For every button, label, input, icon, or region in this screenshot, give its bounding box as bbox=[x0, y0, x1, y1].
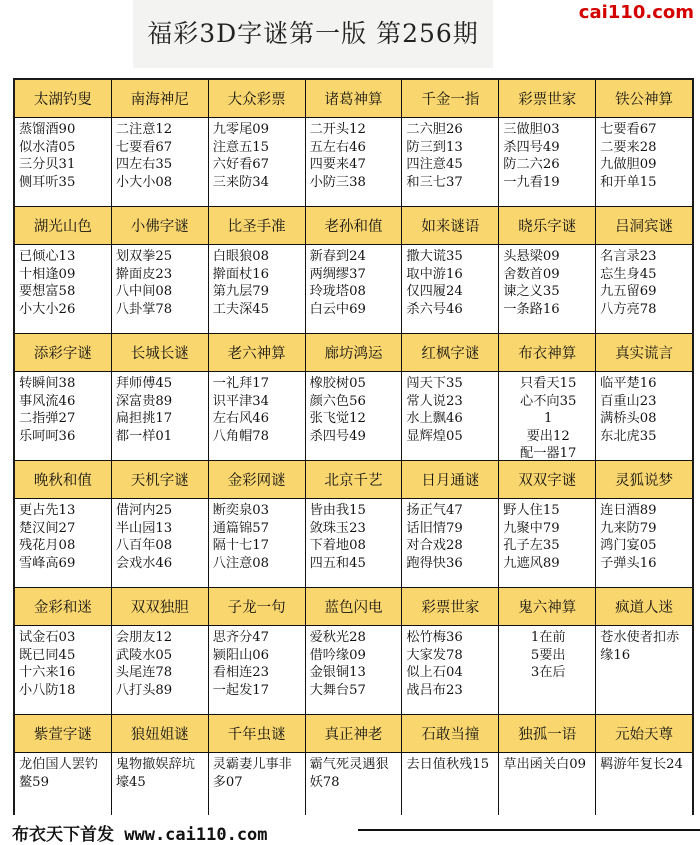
riddle-line: 隔十七17 bbox=[212, 538, 270, 553]
riddle-line: 一起发17 bbox=[212, 682, 270, 698]
riddle-line: 下着地08 bbox=[309, 538, 366, 553]
riddle-line: 仅四履24 bbox=[406, 284, 463, 299]
riddle-line: 灵霸妻儿事非多07 bbox=[212, 757, 292, 790]
riddle-line: 八角帽78 bbox=[212, 428, 270, 444]
riddle-line: 七要看67 bbox=[115, 139, 173, 155]
riddle-cell bbox=[402, 499, 498, 587]
riddle-line: 既已同45 bbox=[19, 647, 76, 663]
riddle-cell bbox=[402, 118, 498, 206]
riddle-line: 八百年08 bbox=[115, 538, 173, 553]
riddle-line: 已倾心13 bbox=[19, 249, 76, 264]
riddle-cell bbox=[596, 372, 692, 460]
riddle-line: 金银铜13 bbox=[309, 665, 366, 680]
riddle-cell bbox=[112, 372, 208, 460]
riddle-line: 霸气死灵遇狠妖78 bbox=[309, 757, 389, 790]
riddle-cell bbox=[112, 499, 208, 587]
riddle-line: 张飞觉12 bbox=[309, 411, 366, 426]
riddle-line: 满桥头08 bbox=[600, 411, 657, 426]
riddle-line: 战吕布23 bbox=[406, 682, 463, 698]
riddle-cell bbox=[209, 118, 305, 206]
riddle-cell bbox=[15, 626, 111, 714]
riddle-line: 玲珑塔08 bbox=[309, 284, 366, 299]
riddle-line: 松竹梅36 bbox=[406, 630, 463, 645]
riddle-line: 八卦掌78 bbox=[115, 301, 173, 317]
riddle-line: 新春到24 bbox=[309, 249, 366, 264]
column-header: 南海神尼 bbox=[112, 80, 208, 117]
riddle-line: 似上石04 bbox=[406, 665, 463, 680]
riddle-line: 心不向35 bbox=[520, 393, 577, 409]
riddle-line: 拜师傅45 bbox=[115, 376, 173, 391]
riddle-line: 事风流46 bbox=[19, 393, 76, 409]
riddle-line: 八打头89 bbox=[115, 682, 173, 698]
riddle-cell bbox=[209, 499, 305, 587]
riddle-line: 侧耳听35 bbox=[19, 174, 76, 190]
riddle-line: 工夫深45 bbox=[212, 301, 270, 317]
riddle-line: 小防三38 bbox=[309, 174, 366, 190]
riddle-line: 草出函关白09 bbox=[503, 757, 586, 772]
riddle-line: 楚汉间27 bbox=[19, 520, 76, 536]
riddle-line: 看相连23 bbox=[212, 665, 270, 680]
riddle-line: 临平楚16 bbox=[600, 376, 657, 391]
riddle-line: 扬正气47 bbox=[406, 503, 463, 518]
riddle-line: 武陵水05 bbox=[115, 647, 173, 663]
riddle-cell bbox=[306, 118, 402, 206]
site-watermark[interactable]: cai110.com bbox=[578, 2, 694, 23]
column-header: 天机字谜 bbox=[112, 461, 208, 498]
riddle-line: 百重山23 bbox=[600, 393, 657, 409]
riddle-line: 名言录23 bbox=[600, 249, 657, 264]
riddle-line: 残花月08 bbox=[19, 538, 76, 553]
riddle-cell bbox=[499, 499, 595, 587]
column-header: 日月通谜 bbox=[402, 461, 498, 498]
riddle-line: 识平津34 bbox=[212, 393, 270, 409]
column-header: 元始天尊 bbox=[596, 715, 692, 752]
riddle-line: 四左右35 bbox=[115, 157, 173, 172]
riddle-cell bbox=[112, 626, 208, 714]
riddle-line: 九来防79 bbox=[600, 520, 657, 536]
riddle-line: 五左右46 bbox=[309, 139, 366, 155]
riddle-line: 六好看67 bbox=[212, 157, 270, 172]
riddle-line: 水上飘46 bbox=[406, 411, 463, 426]
riddle-line: 取中游16 bbox=[406, 266, 463, 282]
riddle-line: 三做胆03 bbox=[503, 122, 560, 137]
riddle-line: 对合戏28 bbox=[406, 538, 463, 553]
riddle-line: 只看天15 bbox=[520, 376, 577, 391]
riddle-line: 白云中69 bbox=[309, 301, 366, 317]
column-header: 千金一指 bbox=[402, 80, 498, 117]
riddle-line: 闯天下35 bbox=[406, 376, 463, 391]
riddle-line: 九聚中79 bbox=[503, 520, 560, 536]
riddle-line: 深富贵89 bbox=[115, 393, 173, 409]
riddle-line: 要想富58 bbox=[19, 284, 76, 299]
column-header: 太湖钓叟 bbox=[15, 80, 111, 117]
column-header: 小佛字谜 bbox=[112, 207, 208, 244]
riddle-line: 大舞台57 bbox=[309, 682, 366, 698]
riddle-line: 会戏水46 bbox=[115, 555, 173, 571]
riddle-cell bbox=[306, 245, 402, 333]
column-header: 彩票世家 bbox=[499, 80, 595, 117]
column-header: 双双独胆 bbox=[112, 588, 208, 625]
column-header: 石敢当撞 bbox=[402, 715, 498, 752]
column-header: 鬼六神算 bbox=[499, 588, 595, 625]
riddle-cell bbox=[499, 245, 595, 333]
riddle-cell bbox=[402, 372, 498, 460]
riddle-line: 八注意08 bbox=[212, 555, 270, 571]
column-header: 长城长谜 bbox=[112, 334, 208, 371]
column-header: 如来谜语 bbox=[402, 207, 498, 244]
riddle-cell bbox=[499, 372, 595, 460]
riddle-line: 二注意12 bbox=[115, 122, 173, 137]
riddle-line: 小八防18 bbox=[19, 682, 76, 698]
column-header: 北京千艺 bbox=[306, 461, 402, 498]
riddle-line: 七要看67 bbox=[600, 122, 657, 137]
riddle-line: 思齐分47 bbox=[212, 630, 270, 645]
column-header: 添彩字谜 bbox=[15, 334, 111, 371]
riddle-line: 两绸缪37 bbox=[309, 266, 366, 282]
riddle-line: 试金石03 bbox=[19, 630, 76, 645]
riddle-line: 东北虎35 bbox=[600, 428, 657, 444]
riddle-line: 扁担挑17 bbox=[115, 411, 173, 426]
riddle-line: 二指弹27 bbox=[19, 411, 76, 426]
riddle-line: 显辉煌05 bbox=[406, 428, 463, 444]
riddle-line: 转瞬间38 bbox=[19, 376, 76, 391]
riddle-cell bbox=[596, 626, 692, 714]
riddle-line: 更占先13 bbox=[19, 503, 76, 518]
riddle-line: 爱秋光28 bbox=[309, 630, 366, 645]
riddle-line: 杀四号49 bbox=[309, 428, 366, 444]
riddle-line: 皆由我15 bbox=[309, 503, 366, 518]
riddle-cell bbox=[306, 499, 402, 587]
riddle-line: 撒大谎35 bbox=[406, 249, 463, 264]
riddle-cell bbox=[306, 626, 402, 714]
column-header: 疯道人迷 bbox=[596, 588, 692, 625]
column-header: 子龙一句 bbox=[209, 588, 305, 625]
riddle-line: 杀四号49 bbox=[503, 139, 560, 155]
column-header: 紫萱字谜 bbox=[15, 715, 111, 752]
riddle-cell bbox=[499, 626, 595, 714]
riddle-line: 野人住15 bbox=[503, 503, 560, 518]
riddle-line: 四要来47 bbox=[309, 157, 366, 172]
riddle-line: 第九层79 bbox=[212, 284, 270, 299]
riddle-line: 都一样01 bbox=[115, 428, 173, 444]
riddle-line: 5要出 bbox=[530, 647, 566, 663]
riddle-line: 半山园13 bbox=[115, 520, 173, 536]
riddle-line: 断奕泉03 bbox=[212, 503, 270, 518]
riddle-line: 颍阳山06 bbox=[212, 647, 270, 663]
riddle-line: 九做胆09 bbox=[600, 157, 657, 172]
riddle-line: 注意五15 bbox=[212, 139, 270, 155]
riddle-line: 一条路16 bbox=[503, 301, 560, 317]
riddle-line: 四五和45 bbox=[309, 555, 366, 571]
riddle-line: 十六来16 bbox=[19, 665, 76, 680]
riddle-cell bbox=[499, 118, 595, 206]
column-header: 吕洞宾谜 bbox=[596, 207, 692, 244]
riddle-line: 二要来28 bbox=[600, 139, 657, 155]
riddle-line: 左右风46 bbox=[212, 411, 270, 426]
riddle-table bbox=[13, 78, 694, 815]
riddle-line: 头尾连78 bbox=[115, 665, 173, 680]
riddle-line: 谏之义35 bbox=[503, 284, 560, 299]
riddle-line: 八方亮78 bbox=[600, 301, 657, 317]
page-title: 福彩3D字谜第一版 第256期 bbox=[147, 19, 479, 48]
column-header: 真正神老 bbox=[306, 715, 402, 752]
riddle-line: 防二六26 bbox=[503, 157, 560, 172]
riddle-line: 三来防34 bbox=[212, 174, 270, 190]
riddle-cell bbox=[596, 118, 692, 206]
riddle-line: 3在后 bbox=[530, 665, 566, 680]
column-header: 双双字谜 bbox=[499, 461, 595, 498]
riddle-line: 八中间08 bbox=[115, 284, 173, 299]
riddle-line: 擀面杖16 bbox=[212, 266, 270, 282]
riddle-line: 杀六号46 bbox=[406, 301, 463, 317]
column-header: 比圣手准 bbox=[209, 207, 305, 244]
riddle-line: 大家发78 bbox=[406, 647, 463, 663]
riddle-line: 忘生身45 bbox=[600, 266, 657, 282]
riddle-line: 1 bbox=[544, 411, 553, 426]
column-header: 蓝色闪电 bbox=[306, 588, 402, 625]
riddle-line: 鬼物撤娱辞坑壕45 bbox=[115, 757, 195, 790]
riddle-cell bbox=[402, 626, 498, 714]
riddle-line: 白眼狼08 bbox=[212, 249, 270, 264]
riddle-line: 小大小08 bbox=[115, 174, 173, 190]
riddle-line: 小大小26 bbox=[19, 301, 76, 317]
column-header: 晚秋和值 bbox=[15, 461, 111, 498]
footer-rule bbox=[358, 829, 700, 831]
riddle-line: 划双拳25 bbox=[115, 249, 173, 264]
column-header: 铁公神算 bbox=[596, 80, 692, 117]
riddle-cell bbox=[15, 118, 111, 206]
riddle-cell bbox=[112, 118, 208, 206]
column-header: 真实谎言 bbox=[596, 334, 692, 371]
column-header: 布衣神算 bbox=[499, 334, 595, 371]
riddle-line: 和三七37 bbox=[406, 174, 463, 190]
riddle-cell bbox=[209, 626, 305, 714]
column-header: 诸葛神算 bbox=[306, 80, 402, 117]
column-header: 晓乐字谜 bbox=[499, 207, 595, 244]
column-header: 彩票世家 bbox=[402, 588, 498, 625]
riddle-line: 龙伯国人罢钓鳌59 bbox=[19, 757, 99, 790]
riddle-line: 蒸馏酒90 bbox=[19, 122, 76, 137]
riddle-line: 连日酒89 bbox=[600, 503, 657, 518]
riddle-line: 橡胶树05 bbox=[309, 376, 366, 391]
riddle-line: 舍数首09 bbox=[503, 266, 560, 282]
riddle-line: 通篇锦57 bbox=[212, 520, 270, 536]
riddle-line: 似水清05 bbox=[19, 139, 76, 155]
riddle-line: 常人说23 bbox=[406, 393, 463, 409]
riddle-line: 九零尾09 bbox=[212, 122, 270, 137]
riddle-line: 1在前 bbox=[530, 630, 566, 645]
column-header: 灵狐说梦 bbox=[596, 461, 692, 498]
riddle-cell bbox=[209, 372, 305, 460]
riddle-line: 鸿门宴05 bbox=[600, 538, 657, 553]
riddle-line: 和开单15 bbox=[600, 174, 657, 190]
riddle-line: 子弹头16 bbox=[600, 555, 657, 571]
riddle-line: 配一器17 bbox=[520, 446, 577, 460]
riddle-line: 跑得快36 bbox=[406, 555, 463, 571]
riddle-line: 十相逢09 bbox=[19, 266, 76, 282]
riddle-cell bbox=[15, 499, 111, 587]
riddle-line: 苍水使者扣赤缘16 bbox=[600, 630, 680, 663]
riddle-line: 去日值秋残15 bbox=[406, 757, 490, 772]
column-header: 千年虫谜 bbox=[209, 715, 305, 752]
riddle-cell bbox=[15, 245, 111, 333]
column-header: 湖光山色 bbox=[15, 207, 111, 244]
riddle-line: 四注意45 bbox=[406, 157, 463, 172]
riddle-cell bbox=[306, 372, 402, 460]
riddle-line: 话旧情79 bbox=[406, 520, 463, 536]
column-header: 金彩和迷 bbox=[15, 588, 111, 625]
riddle-cell bbox=[15, 372, 111, 460]
riddle-line: 乐呵呵36 bbox=[19, 428, 76, 444]
riddle-line: 二开头12 bbox=[309, 122, 366, 137]
riddle-line: 九遮风89 bbox=[503, 555, 560, 571]
riddle-line: 颜六色56 bbox=[309, 393, 366, 409]
riddle-cell bbox=[112, 245, 208, 333]
riddle-line: 羁游年复长24 bbox=[600, 757, 683, 772]
riddle-line: 九五留69 bbox=[600, 284, 657, 299]
riddle-line: 一礼拜17 bbox=[212, 376, 270, 391]
column-header: 大众彩票 bbox=[209, 80, 305, 117]
footer-text: 布衣天下首发 www.cai110.com bbox=[12, 825, 268, 845]
column-header: 独孤一语 bbox=[499, 715, 595, 752]
riddle-cell bbox=[596, 245, 692, 333]
riddle-line: 要出12 bbox=[526, 428, 570, 444]
riddle-line: 雪峰高69 bbox=[19, 555, 76, 571]
riddle-line: 防三到13 bbox=[406, 139, 463, 155]
riddle-line: 敛珠玉23 bbox=[309, 520, 366, 536]
riddle-line: 擀面皮23 bbox=[115, 266, 173, 282]
riddle-line: 会朋友12 bbox=[115, 630, 173, 645]
riddle-line: 借吟缘09 bbox=[309, 647, 366, 663]
riddle-line: 一九看19 bbox=[503, 174, 560, 190]
riddle-cell bbox=[402, 245, 498, 333]
riddle-line: 二六胆26 bbox=[406, 122, 463, 137]
column-header: 金彩网谜 bbox=[209, 461, 305, 498]
column-header: 红枫字谜 bbox=[402, 334, 498, 371]
riddle-line: 借河内25 bbox=[115, 503, 173, 518]
riddle-line: 头悬梁09 bbox=[503, 249, 560, 264]
riddle-cell bbox=[596, 499, 692, 587]
riddle-line: 三分贝31 bbox=[19, 157, 76, 172]
riddle-line: 孔子左35 bbox=[503, 538, 560, 553]
riddle-cell bbox=[209, 245, 305, 333]
column-header: 狼妞姐谜 bbox=[112, 715, 208, 752]
column-header: 老六神算 bbox=[209, 334, 305, 371]
column-header: 老孙和值 bbox=[306, 207, 402, 244]
column-header: 廊坊鸿运 bbox=[306, 334, 402, 371]
